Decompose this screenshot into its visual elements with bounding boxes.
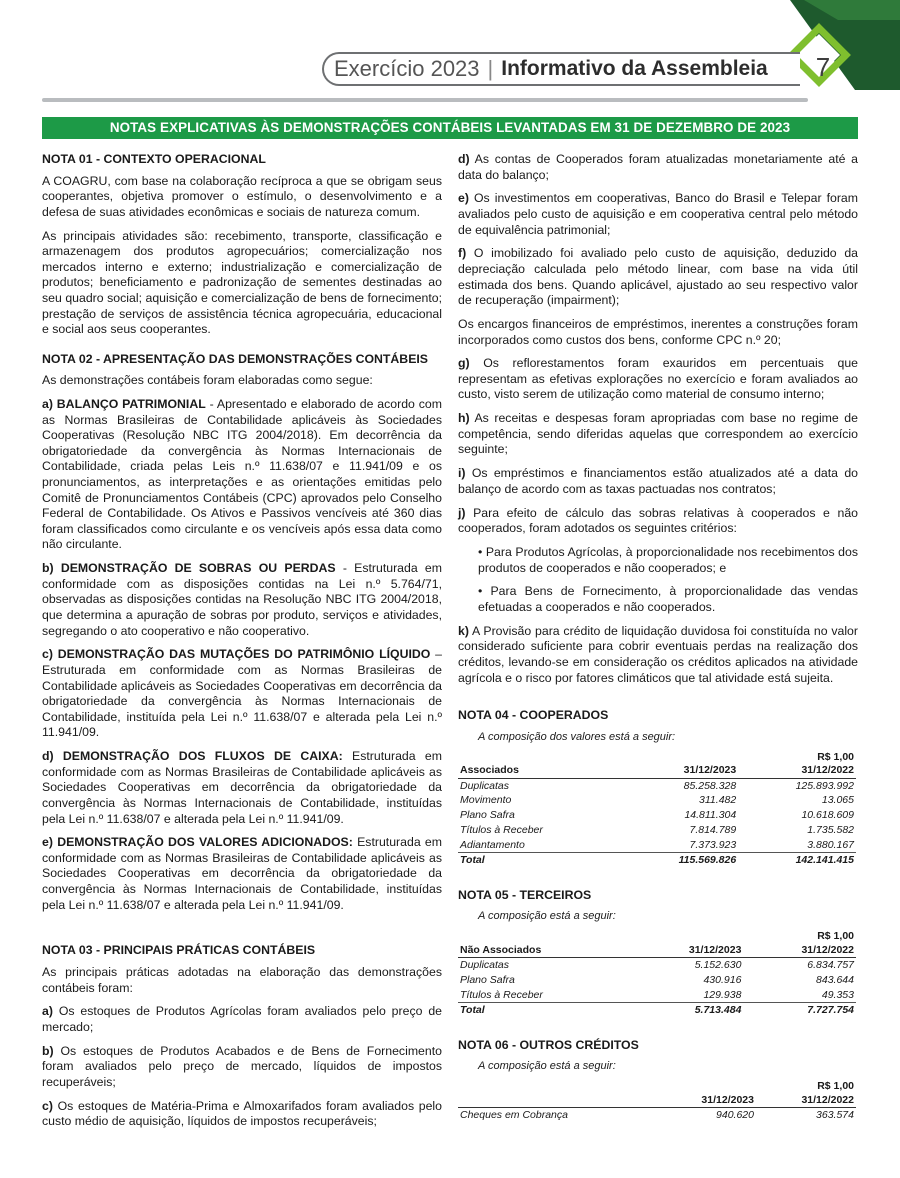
table-row <box>458 778 856 793</box>
header-rule <box>42 98 808 102</box>
nota03-item-c-text: Os estoques de Matéria-Prima e Almoxarifados foram avaliados pelo custo médio de aquisição, líquidos de impostos recuperáveis; <box>42 1098 442 1129</box>
nota05-title: NOTA 05 - TERCEIROS <box>458 887 592 902</box>
nota03-item-g-label: g) <box>458 356 470 371</box>
table-row <box>458 1108 856 1123</box>
nota03-item-g-text: Os reflorestamentos foram exauridos em percentuais que representam as efetivas explorações no exercício e foram avaliados ao custo, visto serem de utilização como material de consumo interno; <box>458 356 858 402</box>
nota06-table <box>458 1079 856 1123</box>
row-label: Duplicatas <box>460 959 510 972</box>
row-label: Duplicatas <box>460 779 510 792</box>
nota02-item-b <box>42 561 442 639</box>
nota03-item-c <box>42 1099 442 1130</box>
section-banner: NOTAS EXPLICATIVAS ÀS DEMONSTRAÇÕES CONTÁBEIS LEVANTADAS EM 31 DE DEZEMBRO DE 2023 <box>42 117 858 139</box>
nota02-item-e-text: Estruturada em conformidade com as Normas Brasileiras de Contabilidade aplicáveis as Sociedades Cooperativas em decorrência da obrigatoriedade da convergência às Normas Internacionais de Contabilidade, instituídas pela Lei n.º 11.638/07 e alterada pela Lei n.º 11.941/09. <box>42 835 443 912</box>
table-row <box>458 823 856 838</box>
row-value-2022: 10.618.609 <box>801 809 854 822</box>
nota05-table <box>458 929 856 1018</box>
total-2022: 142.141.415 <box>738 852 856 867</box>
nota02-item-a-text: - Apresentado e elaborado de acordo com as Normas Brasileiras de Contabilidade aplicáveis às Sociedades Cooperativas (Resolução NBC ITG 2004/2018). Em decorrência da obrigatoriedade da convergência às Normas Internacionais de Contabilidade, criada pelas Leis n.º 11.638/07 e 11.941/09 e os pronunciamentos, as interpretações e as orientações emitidas pelo Comitê de Pronunciamentos Contábeis (CPC) aprovados pelo Conselho Federal de Contabilidade. Os Ativos e Passivos vencíveis até 360 dias foram classificados como circulante e os vencíveis após essa data como não circulante. <box>42 397 442 552</box>
row-value-2022: 49.353 <box>821 988 854 1001</box>
row-label: Movimento <box>460 794 512 807</box>
nota03-item-i <box>458 466 858 497</box>
nota03-item-d-label: d) <box>458 152 470 166</box>
nota03-item-b <box>42 1044 442 1091</box>
nota03-item-e-text: Os investimentos em cooperativas, Banco do Brasil e Telepar foram avaliados pelo custo de aquisição e em cooperativa central pelo método de equivalência patrimonial; <box>458 191 858 237</box>
row-value-2023: 129.938 <box>703 988 742 1001</box>
nota02-item-e <box>42 835 442 913</box>
nota03-item-b-label: b) <box>42 1043 54 1058</box>
row-label: Cheques em Cobrança <box>460 1109 568 1122</box>
header-year: Exercício 2023 <box>334 56 480 81</box>
nota02-item-c-label: c) DEMONSTRAÇÃO DAS MUTAÇÕES DO PATRIMÔNIO LÍQUIDO <box>42 647 431 662</box>
row-label: Plano Safra <box>460 973 515 986</box>
table-header-2023: 31/12/2023 <box>622 763 738 778</box>
nota03-item-i-label: i) <box>458 466 466 481</box>
nota03-item-e-label: e) <box>458 191 469 206</box>
table-row <box>458 808 856 823</box>
table-header-row <box>458 763 856 778</box>
total-2022: 7.727.754 <box>743 1003 856 1018</box>
nota03-title: NOTA 03 - PRINCIPAIS PRÁTICAS CONTÁBEIS <box>42 943 316 958</box>
nota04-table <box>458 749 856 867</box>
currency-label: R$ 1,00 <box>817 930 854 943</box>
header-title: Informativo da Assembleia <box>501 57 768 80</box>
spacer <box>458 874 858 888</box>
nota03-item-g <box>458 356 858 403</box>
total-label: Total <box>458 852 622 867</box>
nota03-item-a <box>42 1004 442 1035</box>
page-number: 7 <box>815 52 831 82</box>
nota03-item-f-text: O imobilizado foi avaliado pelo custo de aquisição, deduzido da depreciação calculada pelo método linear, com base na vida útil estimada dos bens. Quando aplicável, ajustado ao seu respectivo valor de recuperação (impairment); <box>458 246 858 308</box>
table-header-label: Não Associados <box>458 942 631 957</box>
row-value-2023: 940.620 <box>716 1109 754 1122</box>
nota02-item-b-label: b) DEMONSTRAÇÃO DE SOBRAS OU PERDAS <box>42 561 336 576</box>
right-column <box>458 152 858 1129</box>
nota03-item-j <box>458 506 858 537</box>
nota03-item-c-label: c) <box>42 1098 53 1113</box>
nota03-item-h-label: h) <box>458 411 470 426</box>
spacer <box>458 1024 858 1038</box>
nota06-title: NOTA 06 - OUTROS CRÉDITOS <box>458 1037 639 1052</box>
nota01-paragraph-2: As principais atividades são: recebimento, transporte, classificação e armazenagem dos produtos agropecuários; comercialização nos mercados interno e externo; industrialização e comercialização de produtos; beneficiamento e padronização de sementes destinadas ao seu quadro social; aquisição e comercialização de bens de fornecimento; prestação de serviços de assistência técnica agropecuária, educacional e social aos seus cooperantes. <box>42 228 442 337</box>
table-row <box>458 973 856 988</box>
nota02-item-d <box>42 749 442 827</box>
nota03-item-h <box>458 411 858 458</box>
table-header-label <box>458 1092 656 1107</box>
row-value-2022: 1.735.582 <box>807 823 854 836</box>
row-value-2022: 13.065 <box>821 794 854 807</box>
table-header-2022: 31/12/2022 <box>743 942 856 957</box>
nota02-item-c <box>42 647 442 741</box>
nota03-item-d-text: As contas de Cooperados foram atualizadas monetariamente até a data do balanço; <box>458 152 858 182</box>
nota03-item-k-label: k) <box>458 623 469 638</box>
table-header-row <box>458 942 856 957</box>
nota03-item-k <box>458 624 858 686</box>
header-separator: | <box>487 56 494 81</box>
row-value-2022: 125.893.992 <box>795 779 854 792</box>
table-currency-row <box>458 749 856 762</box>
nota02-item-e-label: e) DEMONSTRAÇÃO DOS VALORES ADICIONADOS: <box>42 835 353 850</box>
row-value-2022: 363.574 <box>816 1109 854 1122</box>
table-row <box>458 958 856 973</box>
row-value-2022: 6.834.757 <box>807 959 854 972</box>
nota03-item-a-label: a) <box>42 1004 53 1019</box>
nota02-item-b-text: - Estruturada em conformidade com as disposições contidas na Lei n.º 5.764/71, observadas as disposições contidas na Resolução NBC ITG 2004/2018, que determina a apuração de sobras por produto, serviços e atividades, segregando o ato cooperativo e não cooperativo. <box>42 561 442 638</box>
row-value-2023: 85.258.328 <box>683 779 737 792</box>
nota03-item-j-text: Para efeito de cálculo das sobras relativas à cooperados e não cooperados, foram adotados os seguintes critérios: <box>458 505 858 536</box>
nota03-bullet-2: • Para Bens de Fornecimento, à proporcionalidade das vendas efetuadas a cooperados e não cooperados. <box>478 584 858 614</box>
total-label: Total <box>458 1003 631 1018</box>
nota02-item-a <box>42 397 442 553</box>
row-label: Títulos à Receber <box>460 823 543 836</box>
table-total-row <box>458 1003 856 1018</box>
table-header-2022: 31/12/2022 <box>738 763 856 778</box>
left-column <box>42 152 442 1138</box>
row-label: Plano Safra <box>460 809 515 822</box>
nota03-item-i-text: Os empréstimos e financiamentos estão atualizados até a data do balanço de acordo com as taxas pactuadas nos contratos; <box>458 466 858 496</box>
table-row <box>458 987 856 1002</box>
row-value-2022: 843.644 <box>816 973 854 986</box>
nota03-intro: As principais práticas adotadas na elaboração das demonstrações contábeis foram: <box>42 965 442 995</box>
nota03-item-a-text: Os estoques de Produtos Agrícolas foram avaliados pelo preço de mercado; <box>42 1004 442 1034</box>
nota04-intro: A composição dos valores está a seguir: <box>478 730 676 743</box>
row-label: Títulos à Receber <box>460 988 543 1001</box>
row-value-2022: 3.880.167 <box>807 838 854 851</box>
nota02-intro: As demonstrações contábeis foram elaboradas como segue: <box>42 373 373 388</box>
nota03-item-k-text: A Provisão para crédito de liquidação duvidosa foi constituída no valor considerado suficiente para cobrir eventuais perdas na realização dos créditos, levando-se em consideração os créditos aplicados na atividade agrícola e o risco por fatores climáticos que tal atividade está sujeita. <box>458 623 858 685</box>
nota02-item-d-label: d) DEMONSTRAÇÃO DOS FLUXOS DE CAIXA: <box>42 749 343 764</box>
row-value-2023: 430.916 <box>703 973 742 986</box>
nota04-title: NOTA 04 - COOPERADOS <box>458 708 609 723</box>
row-value-2023: 7.373.923 <box>689 838 737 851</box>
table-row <box>458 837 856 852</box>
nota05-intro: A composição está a seguir: <box>478 910 616 923</box>
currency-label: R$ 1,00 <box>817 1080 854 1093</box>
header-bar <box>322 52 800 86</box>
total-2023: 5.713.484 <box>631 1003 744 1018</box>
row-value-2023: 14.811.304 <box>684 809 737 822</box>
currency-label: R$ 1,00 <box>817 750 854 763</box>
nota03-item-b-text: Os estoques de Produtos Acabados e de Bens de Fornecimento foram avaliados pelo preço de mercado, líquidos de impostos recuperáveis; <box>42 1043 442 1089</box>
nota03-item-f <box>458 246 858 308</box>
table-row <box>458 793 856 808</box>
nota02-item-c-text: – Estruturada em conformidade com as Normas Brasileiras de Contabilidade aplicáveis as Sociedades Cooperativas em decorrência da obrigatoriedade da convergência às Normas Internacionais de Contabilidade, instituída pela Lei n.º 11.638/07 e alterada pela Lei n.º 11.941/09. <box>42 647 442 740</box>
nota02-item-a-label: a) BALANÇO PATRIMONIAL <box>42 397 206 412</box>
nota03-item-d <box>458 152 858 183</box>
table-currency-row <box>458 1079 856 1092</box>
nota01-title: NOTA 01 - CONTEXTO OPERACIONAL <box>42 152 266 166</box>
row-value-2023: 5.152.630 <box>694 959 742 972</box>
table-header-row <box>458 1092 856 1107</box>
table-currency-row <box>458 929 856 942</box>
nota03-item-f-label: f) <box>458 246 467 261</box>
nota02-item-d-text: Estruturada em conformidade com as Normas Brasileiras de Contabilidade aplicáveis as Sociedades Cooperativas em decorrência da obrigatoriedade da convergência às Normas Internacionais de Contabilidade, instituídas pela Lei n.º 11.638/07 e alterada pela Lei n.º 11.941/09. <box>42 749 443 826</box>
nota03-bullet-1: • Para Produtos Agrícolas, à proporcionalidade nos recebimentos dos produtos de cooperados e não cooperados; e <box>478 544 858 575</box>
row-value-2023: 7.814.789 <box>689 823 737 836</box>
row-value-2023: 311.482 <box>699 794 737 807</box>
table-header-2023: 31/12/2023 <box>656 1092 756 1107</box>
nota06-intro: A composição está a seguir: <box>478 1060 616 1073</box>
spacer <box>458 694 858 708</box>
total-2023: 115.569.826 <box>622 852 738 867</box>
nota03-item-j-label: j) <box>458 505 466 520</box>
nota03-item-e <box>458 191 858 238</box>
table-header-2023: 31/12/2023 <box>631 942 744 957</box>
nota03-item-h-text: As receitas e despesas foram apropriadas com base no regime de competência, sendo diferidas aquelas que correspondem ao exercício seguinte; <box>458 411 858 457</box>
table-header-2022: 31/12/2022 <box>756 1092 856 1107</box>
table-header-label: Associados <box>458 763 622 778</box>
table-total-row <box>458 852 856 867</box>
nota01-paragraph-1: A COAGRU, com base na colaboração recíproca a que se obrigam seus cooperantes, objetiva promover o estímulo, o desenvolvimento e a defesa de suas atividades econômicas e sociais de natureza comum. <box>42 173 442 219</box>
nota03-item-f2: Os encargos financeiros de empréstimos, inerentes a construções foram incorporados como custos dos bens, conforme CPC n.º 20; <box>458 316 858 347</box>
nota02-title: NOTA 02 - APRESENTAÇÃO DAS DEMONSTRAÇÕES CONTÁBEIS <box>42 351 429 366</box>
spacer <box>42 921 442 943</box>
row-label: Adiantamento <box>460 838 525 851</box>
